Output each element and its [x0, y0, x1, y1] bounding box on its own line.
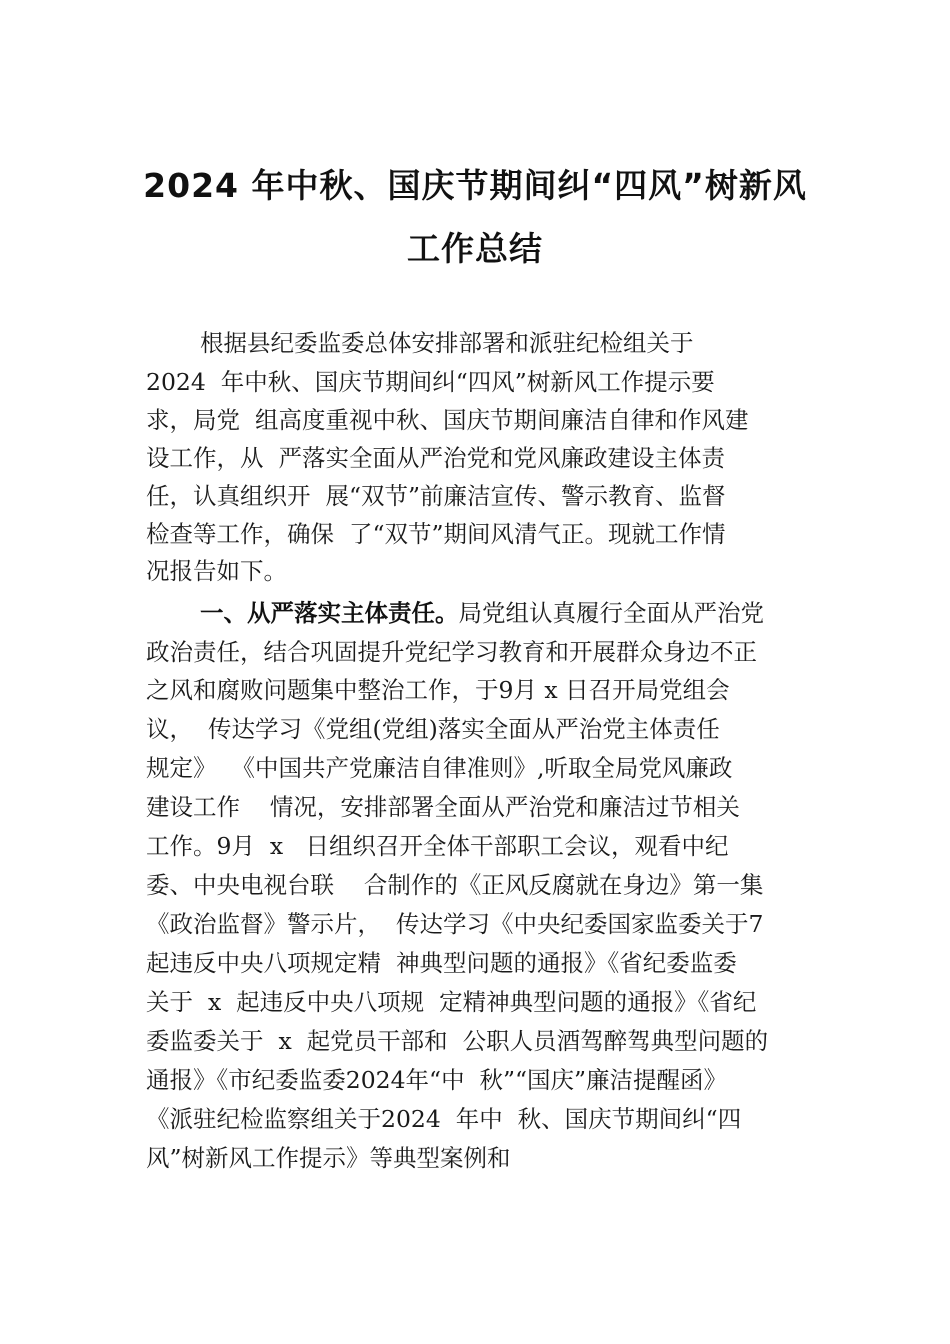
section-1-line: 政治责任，结合巩固提升党纪学习教育和开展群众身边不正 [146, 638, 757, 666]
section-1-line: 《派驻纪检监察组关于2024 年中 秋、国庆节期间纠“四 [146, 1105, 742, 1133]
section-1-line: 通报》《市纪委监委2024年“中 秋”“国庆”廉洁提醒函》 [146, 1066, 728, 1094]
section-1-first-line [200, 598, 764, 628]
paragraph-1-line: 求，局党 组高度重视中秋、国庆节期间廉洁自律和作风建 [146, 406, 749, 434]
paragraph-1-line: 根据县纪委监委总体安排部署和派驻纪检组关于 [200, 329, 694, 357]
document-title-line-2: 工作总结 [407, 229, 543, 268]
section-1-line: 工作。9月 x 日组织召开全体干部职工会议，观看中纪 [146, 832, 729, 860]
paragraph-1-line: 况报告如下。 [146, 557, 287, 585]
paragraph-1-line: 检查等工作，确保 了“双节”期间风清气正。现就工作情 [146, 520, 726, 548]
section-1-line: 委监委关于 x 起党员干部和 公职人员酒驾醉驾典型问题的 [146, 1027, 769, 1055]
section-1-line: 关于 x 起违反中央八项规 定精神典型问题的通报》《省纪 [146, 988, 757, 1016]
section-1-line: 建设工作 情况，安排部署全面从严治党和廉洁过节相关 [146, 793, 740, 821]
section-1-line: 《政治监督》警示片， 传达学习《中央纪委国家监委关于7 [146, 910, 764, 938]
paragraph-1-line: 设工作，从 严落实全面从严治党和党风廉政建设主体责 [146, 444, 725, 472]
section-1-first-line-text: 局党组认真履行全面从严治党 [458, 599, 764, 627]
document-title-line-1: 2024 年中秋、国庆节期间纠“四风”树新风 [143, 166, 807, 205]
section-1-line: 之风和腐败问题集中整治工作，于9月 x 日召开局党组会 [146, 676, 730, 704]
section-1-line: 议， 传达学习《党组(党组)落实全面从严治党主体责任 [146, 715, 720, 743]
section-1-heading: 一、从严落实主体责任。 [200, 599, 459, 627]
section-1-line: 起违反中央八项规定精 神典型问题的通报》《省纪委监委 [146, 949, 737, 977]
paragraph-1-line: 任，认真组织开 展“双节”前廉洁宣传、警示教育、监督 [146, 482, 726, 510]
section-1-line: 规定》 《中国共产党廉洁自律准则》,听取全局党风廉政 [146, 754, 733, 782]
paragraph-1-line: 2024 年中秋、国庆节期间纠“四风”树新风工作提示要 [146, 368, 715, 396]
section-1-line: 风”树新风工作提示》等典型案例和 [146, 1144, 511, 1172]
section-1-line: 委、中央电视台联 合制作的《正风反腐就在身边》第一集 [146, 871, 764, 899]
